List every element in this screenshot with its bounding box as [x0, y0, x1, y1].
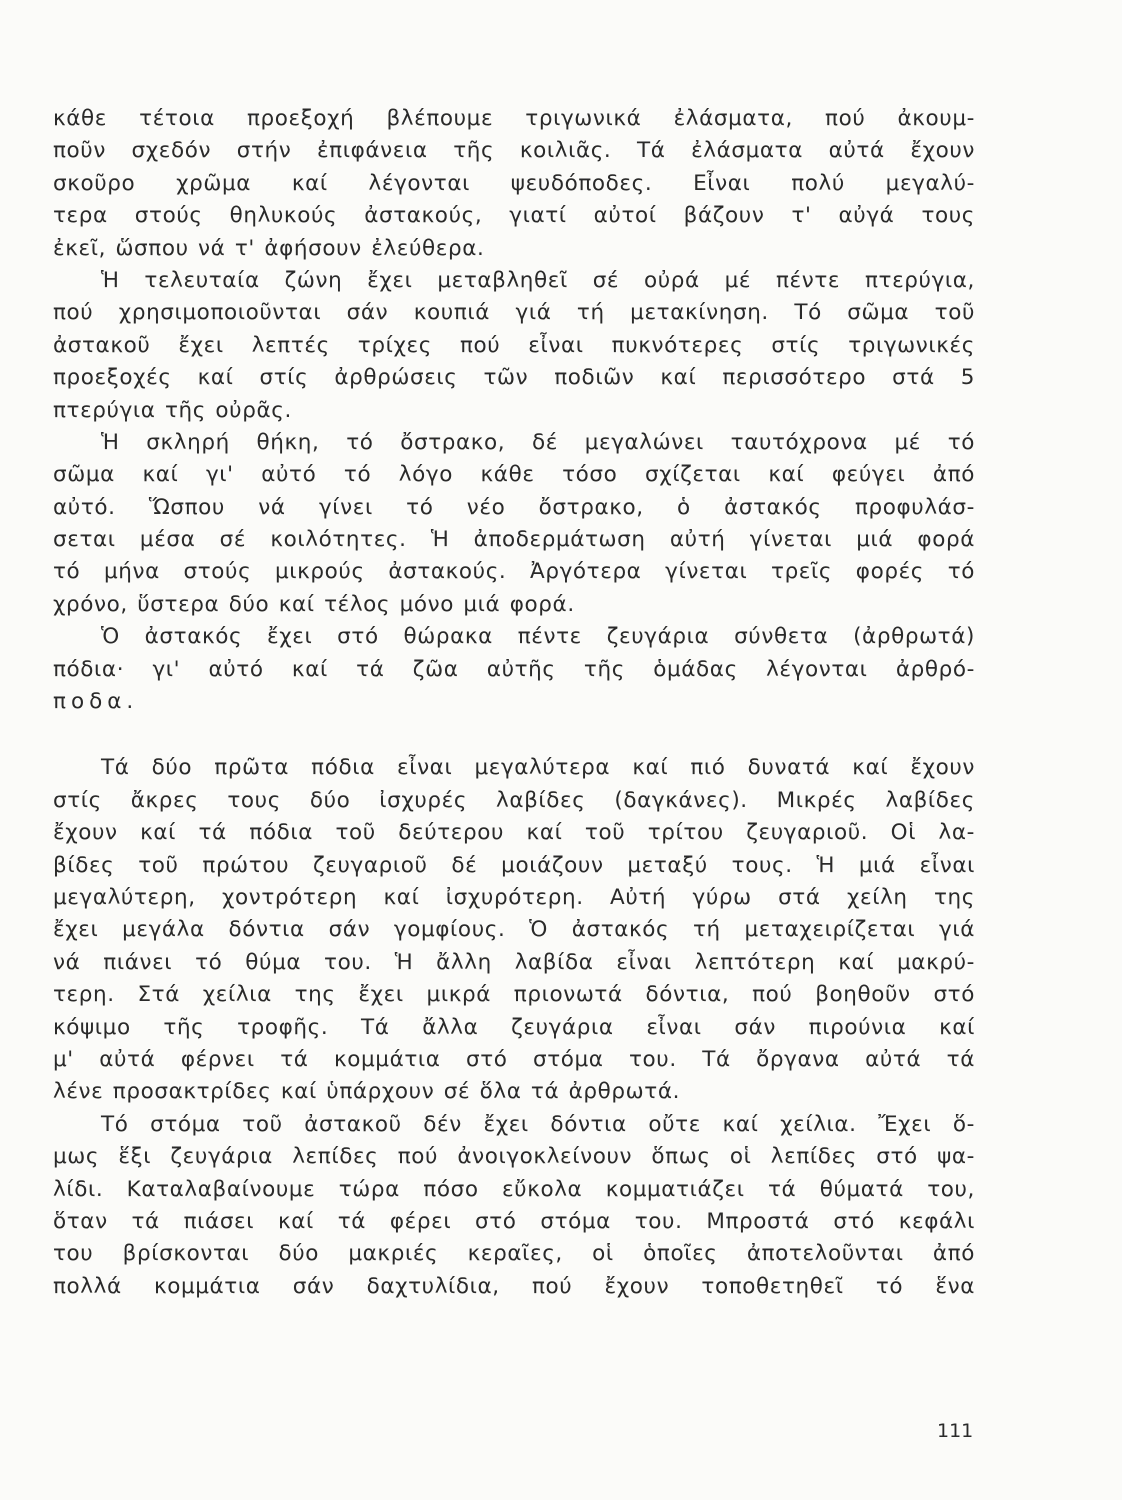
text-line: τερη. Στά χείλια της ἔχει μικρά πριονωτά δόντια, πού βοηθοῦν στό — [53, 982, 975, 1008]
text-line: κάθε τέτοια προεξοχή βλέπουμε τριγωνικά ἐλάσματα, πού ἀκουμ- — [53, 106, 975, 131]
text-line: Ἡ σκληρή θήκη, τό ὄστρακο, δέ μεγαλώνει ταυτόχρονα μέ τό — [101, 429, 975, 455]
page-number: 111 — [937, 1420, 974, 1442]
text-line: Ἡ τελευταία ζώνη ἔχει μεταβληθεῖ σέ οὐρά μέ πέντε πτερύγια, — [101, 267, 975, 293]
text-line: πόδια· γι' αὐτό καί τά ζῶα αὐτῆς τῆς ὁμάδας λέγονται ἀρθρό- — [53, 656, 975, 682]
text-line: λένε προσακτρίδες καί ὑπάρχουν σέ ὅλα τά ἀρθρωτά. — [53, 1079, 681, 1105]
text-line: μως ἕξι ζευγάρια λεπίδες πού ἀνοιγοκλείνουν ὅπως οἱ λεπίδες στό ψα- — [53, 1144, 975, 1170]
text-line: ἐκεῖ, ὥσπου νά τ' ἀφήσουν ἐλεύθερα. — [53, 235, 485, 261]
text-line: νά πιάνει τό θύμα του. Ἡ ἄλλη λαβίδα εἶναι λεπτότερη καί μακρύ- — [53, 949, 975, 975]
text-line: προεξοχές καί στίς ἀρθρώσεις τῶν ποδιῶν καί περισσότερο στά 5 — [53, 365, 975, 391]
paragraph-gap — [53, 718, 975, 752]
text-line: μ' αὐτά φέρνει τά κομμάτια στό στόμα του. Τά ὄργανα αὐτά τά — [53, 1046, 975, 1072]
text-line: ἔχουν καί τά πόδια τοῦ δεύτερου καί τοῦ τρίτου ζευγαριοῦ. Οἱ λα- — [53, 820, 975, 846]
text-line: ὅταν τά πιάσει καί τά φέρει στό στόμα του. Μπροστά στό κεφάλι — [53, 1208, 975, 1234]
text-line: Τά δύο πρῶτα πόδια εἶναι μεγαλύτερα καί πιό δυνατά καί ἔχουν — [101, 755, 975, 781]
text-line: βίδες τοῦ πρώτου ζευγαριοῦ δέ μοιάζουν μεταξύ τους. Ἡ μιά εἶναι — [53, 852, 975, 878]
text-line: του βρίσκονται δύο μακριές κεραῖες, οἱ ὁποῖες ἀποτελοῦνται ἀπό — [53, 1241, 975, 1267]
text-line: αὐτό. Ὥσπου νά γίνει τό νέο ὄστρακο, ὁ ἀστακός προφυλάσ- — [53, 494, 975, 520]
text-line: μεγαλύτερη, χοντρότερη καί ἰσχυρότερη. Αὐτή γύρω στά χείλη της — [53, 884, 975, 910]
text-line: σκοῦρο χρῶμα καί λέγονται ψευδόποδες. Εἶναι πολύ μεγαλύ- — [53, 170, 975, 196]
text-line: Ὁ ἀστακός ἔχει στό θώρακα πέντε ζευγάρια σύνθετα (ἀρθρωτά) — [101, 624, 975, 650]
text-line: σεται μέσα σέ κοιλότητες. Ἡ ἀποδερμάτωση αὐτή γίνεται μιά φορά — [53, 527, 975, 553]
text-line: κόψιμο τῆς τροφῆς. Τά ἄλλα ζευγάρια εἶναι σάν πιρούνια καί — [53, 1014, 975, 1040]
text-line: σῶμα καί γι' αὐτό τό λόγο κάθε τόσο σχίζεται καί φεύγει ἀπό — [53, 462, 975, 488]
text-line: τό μήνα στούς μικρούς ἀστακούς. Ἀργότερα γίνεται τρεῖς φορές τό — [53, 559, 975, 585]
text-line: χρόνο, ὕστερα δύο καί τέλος μόνο μιά φορά. — [53, 591, 575, 617]
text-line: πολλά κομμάτια σάν δαχτυλίδια, πού ἔχουν τοποθετηθεῖ τό ἕνα — [53, 1273, 975, 1299]
page-body — [53, 103, 975, 1303]
text-line: πού χρησιμοποιοῦνται σάν κουπιά γιά τή μετακίνηση. Τό σῶμα τοῦ — [53, 300, 975, 326]
text-line: ἔχει μεγάλα δόντια σάν γομφίους. Ὁ ἀστακός τή μεταχειρίζεται γιά — [53, 917, 975, 943]
text-line: λίδι. Καταλαβαίνουμε τώρα πόσο εὔκολα κομματιάζει τά θύματά του, — [53, 1176, 975, 1202]
text-line: Τό στόμα τοῦ ἀστακοῦ δέν ἔχει δόντια οὔτε καί χείλια. Ἔχει ὅ- — [101, 1111, 975, 1137]
text-line: τερα στούς θηλυκούς ἀστακούς, γιατί αὐτοί βάζουν τ' αὐγά τους — [53, 203, 975, 229]
text-line: πτερύγια τῆς οὐρᾶς. — [53, 397, 292, 423]
text-line: ποδα. — [53, 689, 139, 715]
text-line: ποῦν σχεδόν στήν ἐπιφάνεια τῆς κοιλιᾶς. Τά ἐλάσματα αὐτά ἔχουν — [53, 138, 975, 164]
text-line: ἀστακοῦ ἔχει λεπτές τρίχες πού εἶναι πυκνότερες στίς τριγωνικές — [53, 332, 975, 358]
text-line: στίς ἄκρες τους δύο ἰσχυρές λαβίδες (δαγκάνες). Μικρές λαβίδες — [53, 787, 975, 813]
